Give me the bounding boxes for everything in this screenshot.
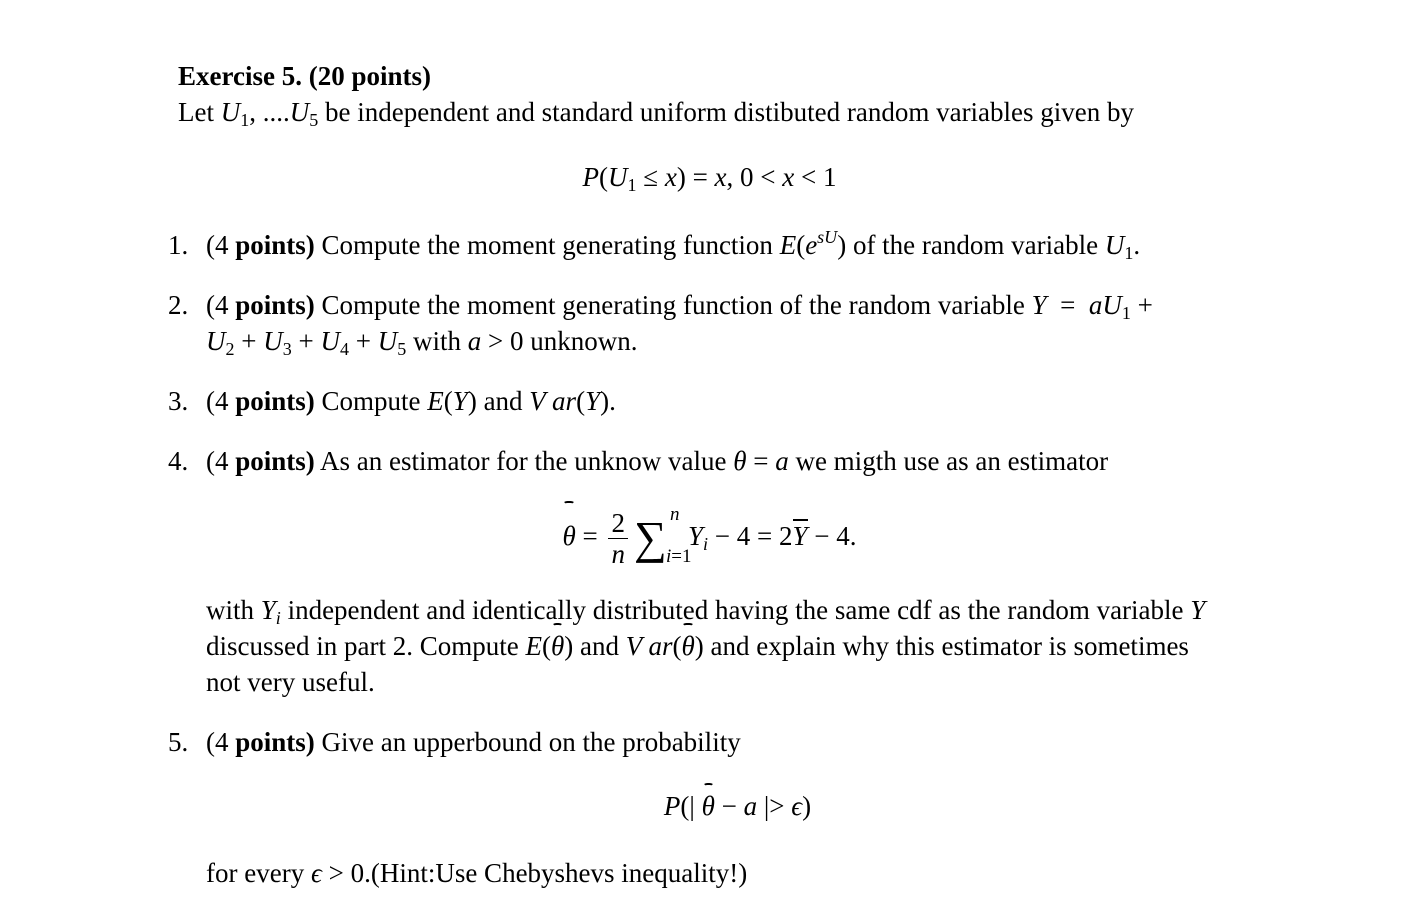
math-epsilon: ϵ > bbox=[310, 858, 344, 888]
math-vary: V ar(Y). bbox=[529, 386, 616, 416]
item-4: (4 points) As an estimator for the unknow value θ = a we migth use as an estimator bbox=[206, 446, 1109, 476]
item-number: 5. bbox=[168, 727, 189, 757]
math-mgf: $E(e^{sU})$ bbox=[779, 227, 847, 260]
math-a-positive: a > 0 bbox=[467, 326, 524, 356]
item-1: (4 points) Compute the moment generating function $E(e^{sU})$ of the random variable $U_1$. bbox=[206, 227, 1141, 263]
math-u1-u5: $U_1$, $....U_5$ bbox=[220, 97, 319, 130]
item-2: (4 points) Compute the moment generating function of the random variable $Y = aU_1$ + $U_2 + U_3 + U_4 + U_5$ with a > 0 unknown. bbox=[206, 290, 1153, 359]
item-number: 1. bbox=[168, 230, 189, 260]
math-e-theta: E(θ) bbox=[525, 631, 573, 661]
item-number: 4. bbox=[168, 446, 189, 476]
intro-text: Let $U_1$, $....U_5$ be independent and standard uniform distibuted random variables given by bbox=[178, 97, 1135, 130]
math-y-def: $Y = aU_1$ + bbox=[1031, 290, 1153, 323]
math-u1: $U_1$ bbox=[1104, 230, 1134, 263]
estimator-equation: θ = $\frac{2}{n}$ ∑ n i=1 $Y_i - 4 = 2Y - 4$. bbox=[562, 503, 857, 570]
item-5-footer: for every ϵ > 0.(Hint:Use Chebyshevs inequality!) bbox=[206, 858, 748, 888]
item-5: (4 points) Give an upperbound on the probability bbox=[206, 727, 741, 757]
item-3: (4 points) Compute E(Y) and V ar(Y). bbox=[206, 386, 616, 416]
math-var-theta: V ar(θ) bbox=[626, 631, 704, 661]
item-4-paragraph: with $Y_i$ independent and identically distributed having the same cdf as the random variable Y discussed in part 2. Compute E(θ) and V ar(θ) and explain why this estimator is sometimes not very useful. bbox=[206, 595, 1206, 697]
cdf-equation: $P(U_1 \le x) = x$, 0 < x < 1 bbox=[582, 162, 837, 195]
probability-equation: P(| θ − a |> ϵ) bbox=[0, 788, 1419, 824]
item-number: 3. bbox=[168, 386, 189, 416]
exercise-title: Exercise 5. (20 points) bbox=[178, 61, 431, 91]
math-theta-a: θ = a bbox=[733, 446, 789, 476]
math-ey: E(Y) bbox=[427, 386, 477, 416]
math-y-def-cont: $U_2 + U_3 + U_4 + U_5$ bbox=[206, 326, 407, 359]
item-number: 2. bbox=[168, 290, 189, 320]
